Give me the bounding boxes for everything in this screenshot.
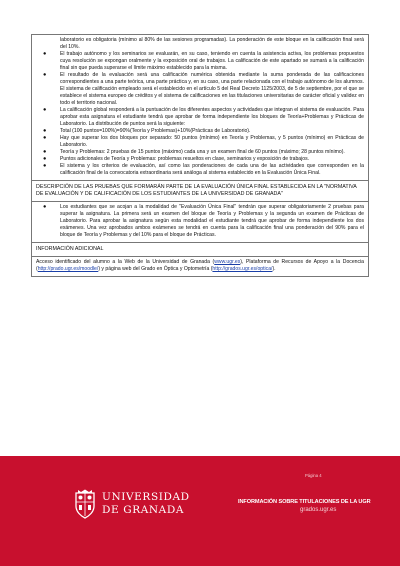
prado-link[interactable]: http://prado.ugr.es/moodle/ [37,266,99,272]
additional-info-paragraph: Acceso identificado del alumno a la Web de la Universidad de Granada (www.ugr.es), Plataforma de Recursos de Apoyo a la Docencia (http://prado.ugr.es/moodle/) y página web del Grado en Óptica y Optometría (http://grados.ugr.es/optica/). [36,259,364,272]
university-name [102,491,190,517]
evaluation-criteria-list [36,51,364,177]
list-item: ● El sistema y los criterios de evaluación, así como las ponderaciones de cada una de las actividades que corresponden en la calificación final de la convocatoria extraordinaria será análoga al sistema establecido en la Evaluación Única Final. [43,163,364,176]
ugr-link[interactable]: www.ugr.es [214,259,241,265]
university-crest-icon [74,489,96,519]
bullet-icon: ● [43,51,47,57]
section-heading-additional-info: INFORMACIÓN ADICIONAL [31,242,369,256]
page-number: Página 4 [305,473,322,478]
bullet-icon: ● [43,163,47,169]
list-item: ● La calificación global responderá a la puntuación de los diferentes aspectos y actividades que integran el sistema de evaluación. Para aprobar esta asignatura el estudiante tendrá que aprobar de forma independiente los bloques de Teoría+Problemas y Prácticas de Laboratorio. La distribución de puntos será la siguiente: [43,107,364,127]
list-item: ● El trabajo autónomo y los seminarios se evaluarán, en su caso, teniendo en cuenta la asistencia activa, los problemas propuestos cuya resolución se expongan oralmente y la exposición oral de trabajos. La calificación de este apartado se sumará a la calificación final sin que pueda superarse el límite máximo establecido para la misma. [43,51,364,71]
bullet-icon: ● [43,107,47,113]
bullet-icon: ● [43,156,47,162]
bullet-icon: ● [43,128,47,134]
evaluation-criteria-cell [31,34,369,180]
list-item: ● Total (100 puntos=100%)=90%(Teoría y Problemas)+10%(Prácticas de Laboratorio). [43,128,251,134]
degrees-info-title: INFORMACIÓN SOBRE TITULACIONES DE LA UGR [238,499,371,505]
list-item: ● Teoría y Problemas: 2 pruebas de 15 puntos (máximo) cada una y un examen final de 60 puntos (máximo; 28 puntos mínimo). [43,149,345,155]
university-name-line1: UNIVERSIDAD [102,491,190,503]
single-evaluation-list [36,204,364,239]
bullet-icon: ● [43,72,47,78]
single-evaluation-cell [31,201,369,242]
document-content [31,34,369,277]
degrees-site[interactable]: grados.ugr.es [300,507,337,513]
bullet-icon: ● [43,135,47,141]
grados-optica-link[interactable]: http://grados.ugr.es/optica/ [212,266,273,272]
additional-info-cell [31,256,369,277]
university-logo[interactable] [74,489,190,519]
section-heading-single-evaluation: DESCRIPCIÓN DE LAS PRUEBAS QUE FORMARÁN PARTE DE LA EVALUACIÓN ÚNICA FINAL ESTABLECIDA EN LA "NORMATIVA DE EVALUACIÓN Y DE CALIFICACIÓN DE LOS ESTUDIANTES DE LA UNIVERSIDAD DE GRANADA" [31,180,369,201]
list-item: ● El resultado de la evaluación será una calificación numérica obtenida mediante la suma ponderada de las calificaciones correspondientes a una parte teórica, una parte práctica y, en su caso, una parte relacionada con el trabajo autónomo de los alumnos. El sistema de calificación empleado será el establecido en el artículo 5 del Real Decreto 1125/2003, de 5 de septiembre, por el que se establece el sistema europeo de créditos y el sistema de calificaciones en las titulaciones universitarias de carácter oficial y validez en todo el territorio nacional. [43,72,364,106]
continued-text: laboratorio es obligatoria (mínimo al 80% de las sesiones programadas). La ponderación de este bloque en la calificación final será del 10%. [60,37,364,50]
list-item: ● Hay que superar los dos bloques por separado: 50 puntos (mínimo) en Teoría y Problemas, y 5 puntos (mínimo) en Prácticas de Laboratorio. [43,135,364,148]
bullet-icon: ● [43,149,47,155]
list-item: ● Los estudiantes que se acojan a la modalidad de "Evaluación Única Final" tendrán que superar obligatoriamente 2 pruebas para superar la asignatura. La primera será un examen del bloque de Teoría y Problemas y la segunda un examen de Prácticas de Laboratorio. Para aprobar la asignatura según esta modalidad el estudiante tendrá que aprobar de forma independiente los dos exámenes. Una vez aprobados ambos exámenes se tendrá en cuenta para la calificación final una ponderación del 90% para el bloque de Teoría y Problemas y del 10% para el bloque de Prácticas. [43,204,364,238]
list-item: ● Puntos adicionales de Teoría y Problemas: problemas resueltos en clase, seminarios y exposición de trabajos. [43,156,310,162]
university-name-line2: DE GRANADA [102,504,185,516]
bullet-icon: ● [43,204,47,210]
footer-band [0,456,400,566]
